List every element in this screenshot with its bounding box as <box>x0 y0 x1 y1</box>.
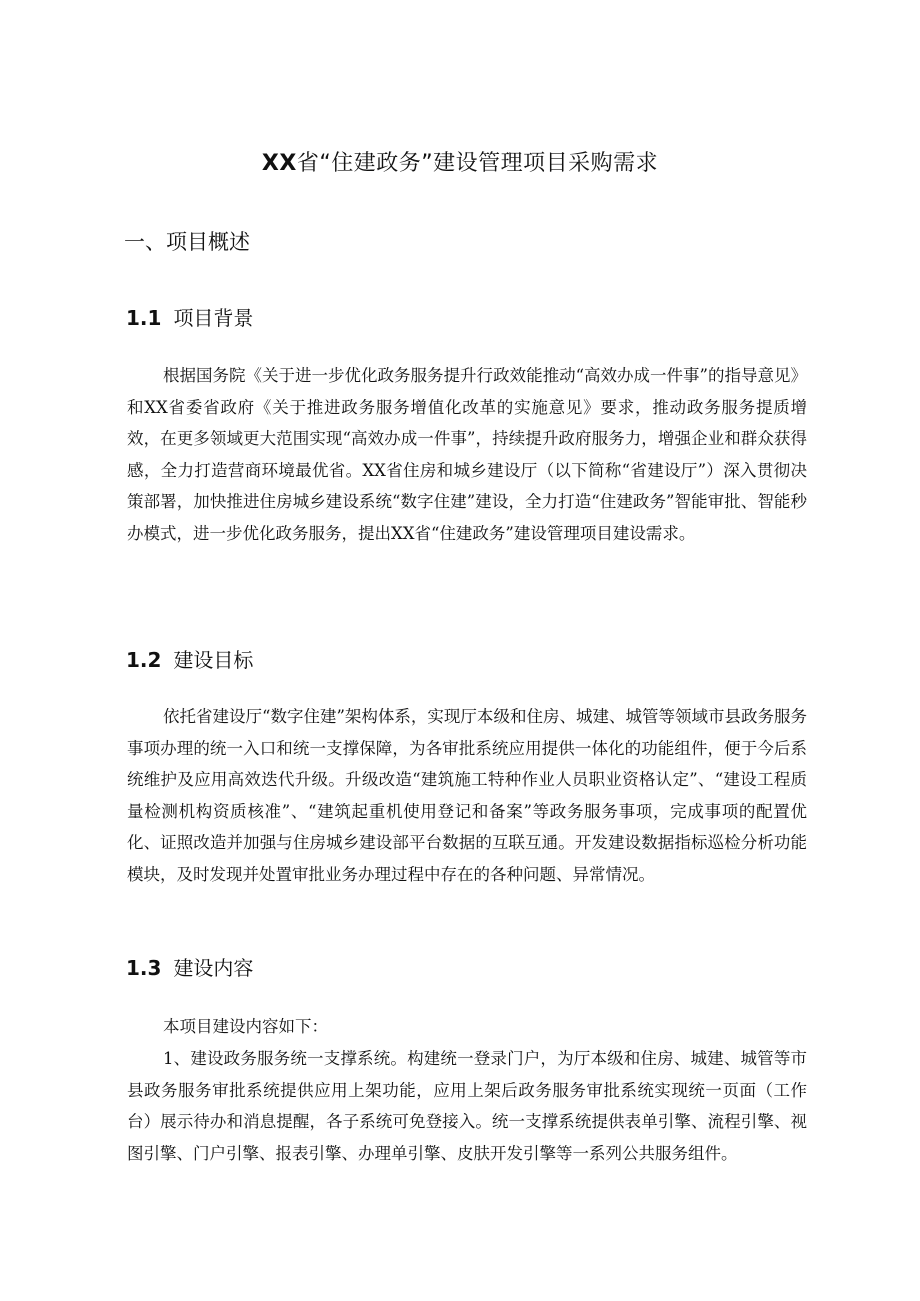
subheading-title: 建设内容 <box>173 956 254 980</box>
title-prefix: XX <box>261 151 297 176</box>
subheading-number: 1.1 <box>126 306 162 330</box>
document-title <box>130 148 790 180</box>
subheading-goals <box>126 645 253 675</box>
subheading-title: 建设目标 <box>173 648 254 672</box>
paragraph-goals: 依托省建设厅“数字住建”架构体系，实现厅本级和住房、城建、城管等领域市县政务服务事项办理的统一入口和统一支撑保障，为各审批系统应用提供一体化的功能组件，便于今后系统维护及应用高效迭代升级。升级改造“建筑施工特种作业人员职业资格认定”、“建设工程质量检测机构资质核准”、“建筑起重机使用登记和备案”等政务服务事项，完成事项的配置优化、证照改造并加强与住房城乡建设部平台数据的互联互通。开发建设数据指标巡检分析功能模块，及时发现并处置审批业务办理过程中存在的各种问题、异常情况。 <box>127 707 807 884</box>
paragraph-content-item-1: 1、建设政务服务统一支撑系统。构建统一登录门户，为厅本级和住房、城建、城管等市县政务服务审批系统提供应用上架功能，应用上架后政务服务审批系统实现统一页面（工作台）展示待办和消息提醒，各子系统可免登接入。统一支撑系统提供表单引擎、流程引擎、视图引擎、门户引擎、报表引擎、办理单引擎、皮肤开发引擎等一系列公共服务组件。 <box>127 1049 807 1163</box>
subheading-background <box>126 303 253 333</box>
title-main: 省“住建政务”建设管理项目采购需求 <box>296 151 659 176</box>
paragraph-background: 根据国务院《关于进一步优化政务服务提升行政效能推动“高效办成一件事”的指导意见》和XX省委省政府《关于推进政务服务增值化改革的实施意见》要求，推动政务服务提质增效，在更多领域更大范围实现“高效办成一件事”，持续提升政府服务力，增强企业和群众获得感，全力打造营商环境最优省。XX省住房和城乡建设厅（以下简称“省建设厅”）深入贯彻决策部署，加快推进住房城乡建设系统“数字住建”建设，全力打造“住建政务”智能审批、智能秒办模式，进一步优化政务服务，提出XX省“住建政务”建设管理项目建设需求。 <box>127 366 807 543</box>
paragraph-content-intro: 本项目建设内容如下： <box>163 1017 328 1036</box>
subheading-title: 项目背景 <box>173 306 254 330</box>
subheading-number: 1.2 <box>126 648 162 672</box>
subheading-content <box>126 953 253 983</box>
section-heading-overview: 一、项目概述 <box>124 230 250 254</box>
subheading-number: 1.3 <box>126 956 162 980</box>
